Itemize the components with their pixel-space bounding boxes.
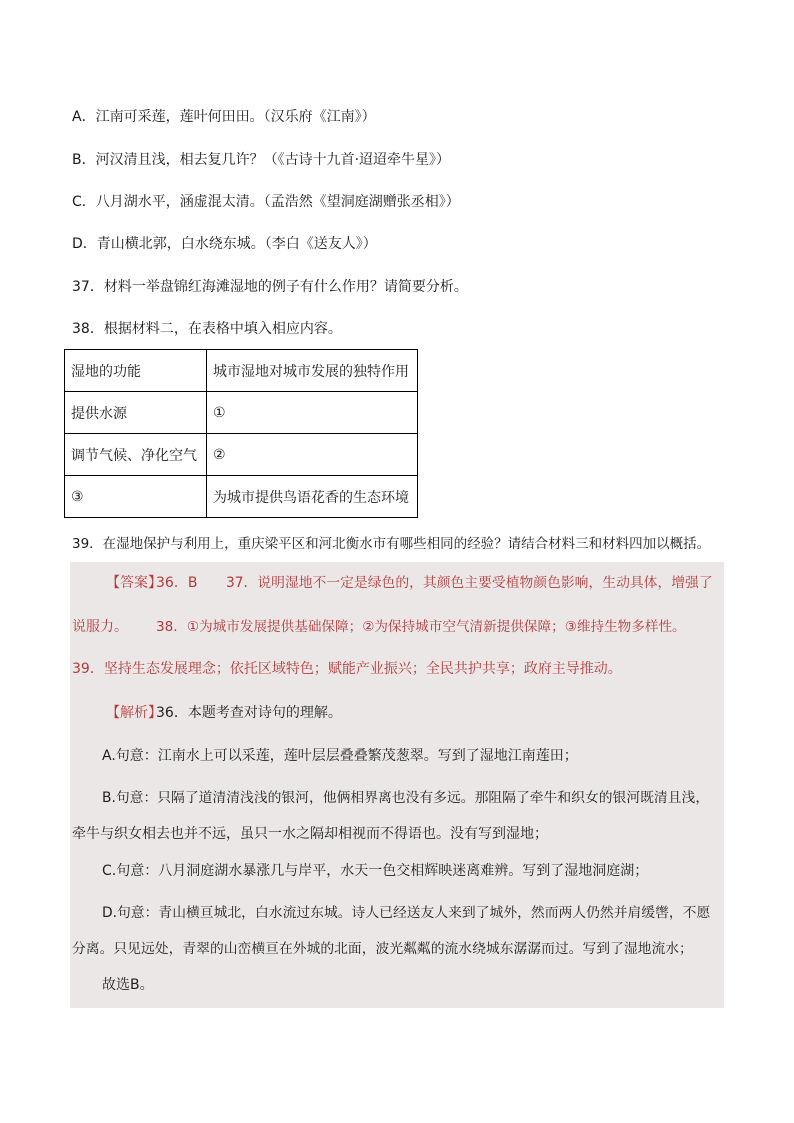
answer-39: 39．坚持生态发展理念；依托区域特色；赋能产业振兴；全民共护共享；政府主导推动。: [72, 661, 622, 677]
table-cell: 提供水源: [65, 392, 207, 434]
answer-36: 36．B: [156, 575, 198, 591]
analysis-b-line1: B.句意：只隔了道清清浅浅的银河，他俩相界离也没有多远。那阻隔了牵牛和织女的银河既清且浅，: [102, 790, 710, 806]
table-row: [65, 434, 418, 476]
table-cell: ①: [207, 392, 418, 434]
answer-37-line2: 说服力。: [72, 619, 128, 635]
question-37: 37．材料一举盘锦红海滩湿地的例子有什么作用？请简要分析。: [72, 279, 468, 295]
table-row: [65, 476, 418, 518]
analysis-d-line2: 分离。只见远处，青翠的山峦横亘在外城的北面，波光粼粼的流水绕城东潺潺而过。写到了湿地流水；: [72, 941, 693, 957]
question-38: 38．根据材料二，在表格中填入相应内容。: [72, 321, 342, 337]
table-row: [65, 392, 418, 434]
analysis-conclusion: 故选B。: [102, 977, 154, 993]
answer-section: [70, 562, 724, 1008]
answer-38: 38．①为城市发展提供基础保障；②为保持城市空气清新提供保障；③维持生物多样性。: [156, 619, 686, 635]
analysis-a: A.句意：江南水上可以采莲，莲叶层层叠叠繁茂葱翠。写到了湿地江南莲田；: [102, 748, 578, 764]
analysis-c: C.句意：八月洞庭湖水暴涨几与岸平，水天一色交相辉映迷离难辨。写到了湿地洞庭湖；: [102, 863, 649, 879]
table-cell: ③: [65, 476, 207, 518]
table-row: [65, 350, 418, 392]
analysis-tag: 【解析】: [106, 705, 162, 721]
answer-tag: 【答案】: [106, 575, 162, 591]
option-a: A．江南可采莲，莲叶何田田。（汉乐府《江南》）: [72, 109, 376, 125]
table-cell: ②: [207, 434, 418, 476]
table-cell: 湿地的功能: [65, 350, 207, 392]
option-b: B．河汉清且浅，相去复几许？（《古诗十九首·迢迢牵牛星》）: [72, 152, 451, 168]
wetland-table: [64, 349, 418, 518]
table-cell: 为城市提供鸟语花香的生态环境: [207, 476, 418, 518]
analysis-intro: 36．本题考查对诗句的理解。: [156, 705, 342, 721]
analysis-b-line2: 牵牛与织女相去也并不远，虽只一水之隔却相视而不得语也。没有写到湿地；: [72, 826, 548, 842]
option-d: D．青山横北郭，白水绕东城。（李白《送友人》）: [72, 236, 377, 252]
question-39: 39．在湿地保护与利用上，重庆梁平区和河北衡水市有哪些相同的经验？请结合材料三和材料四加以概括。: [72, 536, 711, 552]
answer-37-line1: 37．说明湿地不一定是绿色的，其颜色主要受植物颜色影响，生动具体，增强了: [226, 575, 713, 591]
analysis-d-line1: D.句意：青山横亘城北，白水流过东城。诗人已经送友人来到了城外，然而两人仍然并肩缓辔，不愿: [102, 905, 711, 921]
option-c: C．八月湖水平，涵虚混太清。（孟浩然《望洞庭湖赠张丞相》）: [72, 194, 460, 210]
table-cell: 调节气候、净化空气: [65, 434, 207, 476]
table-cell: 城市湿地对城市发展的独特作用: [207, 350, 418, 392]
